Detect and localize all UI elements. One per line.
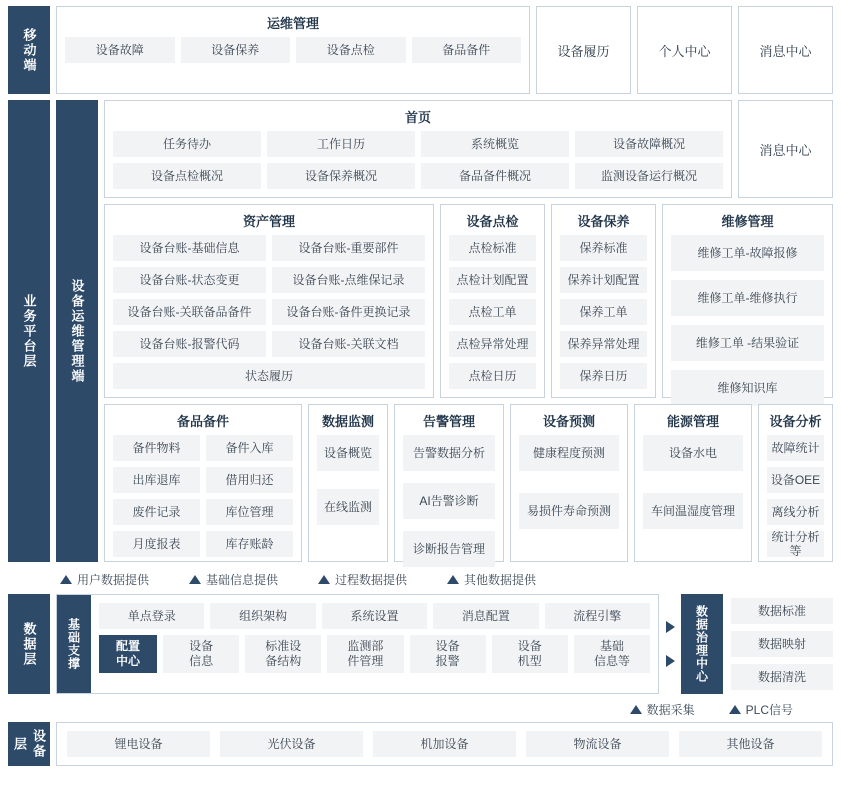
device-analysis-grid	[759, 435, 832, 565]
list-item[interactable]: 消息配置	[433, 603, 538, 629]
list-item[interactable]: 设备点检概况	[113, 163, 261, 189]
list-item[interactable]: 光伏设备	[220, 731, 363, 757]
arrow-label: 过程数据提供	[335, 572, 408, 587]
list-item[interactable]: 数据标准	[731, 598, 833, 624]
list-item[interactable]: 维修工单-维修执行	[671, 280, 824, 316]
list-item[interactable]: 备品备件概况	[421, 163, 569, 189]
list-item[interactable]: 设备OEE	[767, 467, 824, 493]
arrow-data-collect	[630, 701, 695, 718]
alarm-management-group	[394, 404, 504, 562]
arrow-right-icon	[666, 621, 675, 633]
list-item[interactable]: 借用归还	[206, 467, 293, 493]
list-item[interactable]: 库位管理	[206, 499, 293, 525]
home-group	[104, 100, 732, 198]
mobile-layer-row	[8, 6, 833, 94]
alarm-management-grid	[395, 435, 503, 575]
basic-support-box	[56, 594, 659, 694]
list-item[interactable]: 设备台账-重要部件	[272, 235, 425, 261]
list-item[interactable]: 设备点检	[296, 37, 406, 63]
list-item[interactable]: 数据清洗	[731, 664, 833, 690]
list-item[interactable]: 设备概览	[317, 435, 379, 471]
data-governance-center: 数据治理中心	[681, 594, 723, 694]
list-item[interactable]: 统计分析等	[767, 531, 824, 557]
list-item[interactable]: 设备台账-报警代码	[113, 331, 266, 357]
device-maintain-title: 设备保养	[577, 214, 630, 229]
device-check-title: 设备点检	[466, 214, 519, 229]
equipment-layer-row	[8, 722, 833, 766]
arrow-label: 用户数据提供	[77, 572, 150, 587]
device-check-grid	[441, 235, 544, 397]
list-item[interactable]: 设备保养概况	[267, 163, 415, 189]
arrow-up-icon	[729, 705, 741, 714]
governance-items	[723, 594, 833, 694]
spare-parts-grid	[105, 435, 301, 565]
list-item[interactable]: 物流设备	[526, 731, 669, 757]
arrow-up-icon	[630, 705, 642, 714]
list-item[interactable]: 备件入库	[206, 435, 293, 461]
list-item[interactable]: 保养异常处理	[560, 331, 647, 357]
equipment-layer-label: 设备层	[8, 722, 50, 766]
spare-parts-group	[104, 404, 302, 562]
list-item[interactable]: 点检标准	[449, 235, 536, 261]
list-item[interactable]: 设备水电	[643, 435, 743, 471]
arrow-label: 数据采集	[646, 702, 695, 717]
arrow-plc-signal	[729, 701, 793, 718]
asset-management-group	[104, 204, 434, 398]
mobile-ops-title: 运维管理	[266, 16, 319, 31]
device-analysis-group	[758, 404, 833, 562]
list-item[interactable]: 监测设备运行概况	[575, 163, 723, 189]
list-item[interactable]: 保养日历	[560, 363, 647, 389]
energy-management-grid	[635, 435, 751, 537]
arrow-label: 其他数据提供	[464, 572, 537, 587]
list-item[interactable]: 设备 报警	[410, 635, 486, 673]
mobile-ops-group	[56, 6, 530, 94]
mobile-ops-grid	[57, 37, 529, 71]
list-item[interactable]: 设备台账-关联备品备件	[113, 299, 266, 325]
basic-support-row1	[99, 603, 650, 629]
list-item[interactable]: 维修工单 -结果验证	[671, 325, 824, 361]
home-title: 首页	[404, 110, 431, 125]
list-item[interactable]: 在线监测	[317, 489, 379, 525]
list-item[interactable]: 易损件寿命预测	[519, 493, 619, 529]
data-provide-arrows	[60, 566, 833, 592]
list-item[interactable]: 离线分析	[767, 499, 824, 525]
list-item[interactable]: 备品备件	[412, 37, 522, 63]
list-item[interactable]: 出库退库	[113, 467, 200, 493]
modules-bottom-row	[104, 404, 833, 562]
list-item[interactable]: 设备故障概况	[575, 131, 723, 157]
alarm-management-title: 告警管理	[422, 414, 475, 429]
list-item[interactable]: 数据映射	[731, 631, 833, 657]
list-item[interactable]: 诊断报告管理	[403, 531, 495, 567]
list-item[interactable]: 状态履历	[113, 363, 425, 389]
list-item[interactable]: 标准设 备结构	[245, 635, 321, 673]
list-item[interactable]: 设备 机型	[492, 635, 568, 673]
list-item[interactable]: 保养工单	[560, 299, 647, 325]
device-check-group	[440, 204, 545, 398]
arrow-up-icon	[318, 575, 330, 584]
basic-support-inner	[91, 595, 658, 693]
spare-parts-title: 备品备件	[176, 414, 229, 429]
repair-management-grid	[663, 235, 832, 414]
collect-arrows	[8, 698, 833, 720]
home-row	[104, 100, 833, 198]
modules-mid-row	[104, 204, 833, 398]
ops-platform-label: 设备运维管理端	[56, 100, 98, 562]
energy-management-group	[634, 404, 752, 562]
list-item[interactable]: 保养计划配置	[560, 267, 647, 293]
device-prediction-group	[510, 404, 628, 562]
list-item[interactable]: 系统概览	[421, 131, 569, 157]
data-monitor-grid	[309, 435, 387, 533]
governance-arrows	[659, 594, 681, 694]
device-prediction-grid	[511, 435, 627, 537]
energy-management-title: 能源管理	[666, 414, 719, 429]
list-item[interactable]: 告警数据分析	[403, 435, 495, 471]
list-item[interactable]: 单点登录	[99, 603, 204, 629]
asset-management-title: 资产管理	[242, 214, 295, 229]
list-item[interactable]: 组织架构	[210, 603, 315, 629]
mobile-message-center[interactable]: 消息中心	[738, 6, 833, 94]
arrow-up-icon	[447, 575, 459, 584]
list-item[interactable]: 备件物料	[113, 435, 200, 461]
equipment-items	[56, 722, 833, 766]
list-item[interactable]: 设备台账-状态变更	[113, 267, 266, 293]
arrow-process-data	[318, 571, 407, 588]
data-layer-label: 数据层	[8, 594, 50, 694]
device-analysis-title: 设备分析	[769, 414, 822, 429]
business-platform-label: 业务平台层	[8, 100, 50, 562]
list-item[interactable]: 系统设置	[322, 603, 427, 629]
list-item[interactable]: 故障统计	[767, 435, 824, 461]
list-item[interactable]: 设备台账-关联文档	[272, 331, 425, 357]
list-item[interactable]: 设备台账-备件更换记录	[272, 299, 425, 325]
arrow-label: 基础信息提供	[206, 572, 279, 587]
list-item[interactable]: 基础 信息等	[574, 635, 650, 673]
device-prediction-title: 设备预测	[542, 414, 595, 429]
list-item[interactable]: 车间温湿度管理	[643, 493, 743, 529]
device-maintain-group	[551, 204, 656, 398]
list-item[interactable]: 月度报表	[113, 531, 200, 557]
list-item[interactable]: 设备台账-基础信息	[113, 235, 266, 261]
basic-support-row2	[99, 635, 650, 673]
list-item[interactable]: 点检异常处理	[449, 331, 536, 357]
arrow-up-icon	[189, 575, 201, 584]
list-item[interactable]: 维修工单-故障报修	[671, 235, 824, 271]
list-item[interactable]: 工作日历	[267, 131, 415, 157]
arrow-up-icon	[60, 575, 72, 584]
arrow-user-data	[60, 571, 149, 588]
data-layer-row	[8, 594, 833, 694]
arrow-right-icon	[666, 655, 675, 667]
list-item[interactable]: 监测部 件管理	[327, 635, 403, 673]
home-grid	[105, 131, 731, 197]
list-item[interactable]: 锂电设备	[67, 731, 210, 757]
list-item[interactable]: 设备故障	[65, 37, 175, 63]
list-item[interactable]: 流程引擎	[545, 603, 650, 629]
mobile-layer-content	[56, 6, 833, 94]
business-platform-row	[8, 100, 833, 562]
list-item[interactable]: 点检日历	[449, 363, 536, 389]
device-maintain-grid	[552, 235, 655, 397]
asset-management-grid	[105, 235, 433, 397]
mobile-personal-center[interactable]: 个人中心	[637, 6, 732, 94]
data-monitor-group	[308, 404, 388, 562]
repair-management-group	[662, 204, 833, 398]
mobile-layer-label: 移动端	[8, 6, 50, 94]
list-item[interactable]: 设备台账-点维保记录	[272, 267, 425, 293]
platform-message-center[interactable]: 消息中心	[738, 100, 833, 198]
arrow-label: PLC信号	[745, 702, 793, 717]
list-item[interactable]: 库存账龄	[206, 531, 293, 557]
data-layer-content	[56, 594, 833, 694]
list-item[interactable]: 健康程度预测	[519, 435, 619, 471]
arrow-basic-info	[189, 571, 278, 588]
business-platform-content	[104, 100, 833, 562]
data-monitor-title: 数据监测	[321, 414, 374, 429]
basic-support-label: 基础支撑	[57, 595, 91, 693]
list-item[interactable]: 其他设备	[679, 731, 822, 757]
list-item[interactable]: 点检工单	[449, 299, 536, 325]
list-item[interactable]: 设备保养	[181, 37, 291, 63]
list-item[interactable]: 机加设备	[373, 731, 516, 757]
list-item[interactable]: 废件记录	[113, 499, 200, 525]
list-item[interactable]: AI告警诊断	[403, 483, 495, 519]
repair-management-title: 维修管理	[721, 214, 774, 229]
list-item[interactable]: 任务待办	[113, 131, 261, 157]
config-center-label: 配置 中心	[99, 635, 157, 673]
list-item[interactable]: 维修知识库	[671, 370, 824, 406]
mobile-device-history[interactable]: 设备履历	[536, 6, 631, 94]
arrow-other-data	[447, 571, 536, 588]
list-item[interactable]: 保养标准	[560, 235, 647, 261]
list-item[interactable]: 设备 信息	[163, 635, 239, 673]
list-item[interactable]: 点检计划配置	[449, 267, 536, 293]
